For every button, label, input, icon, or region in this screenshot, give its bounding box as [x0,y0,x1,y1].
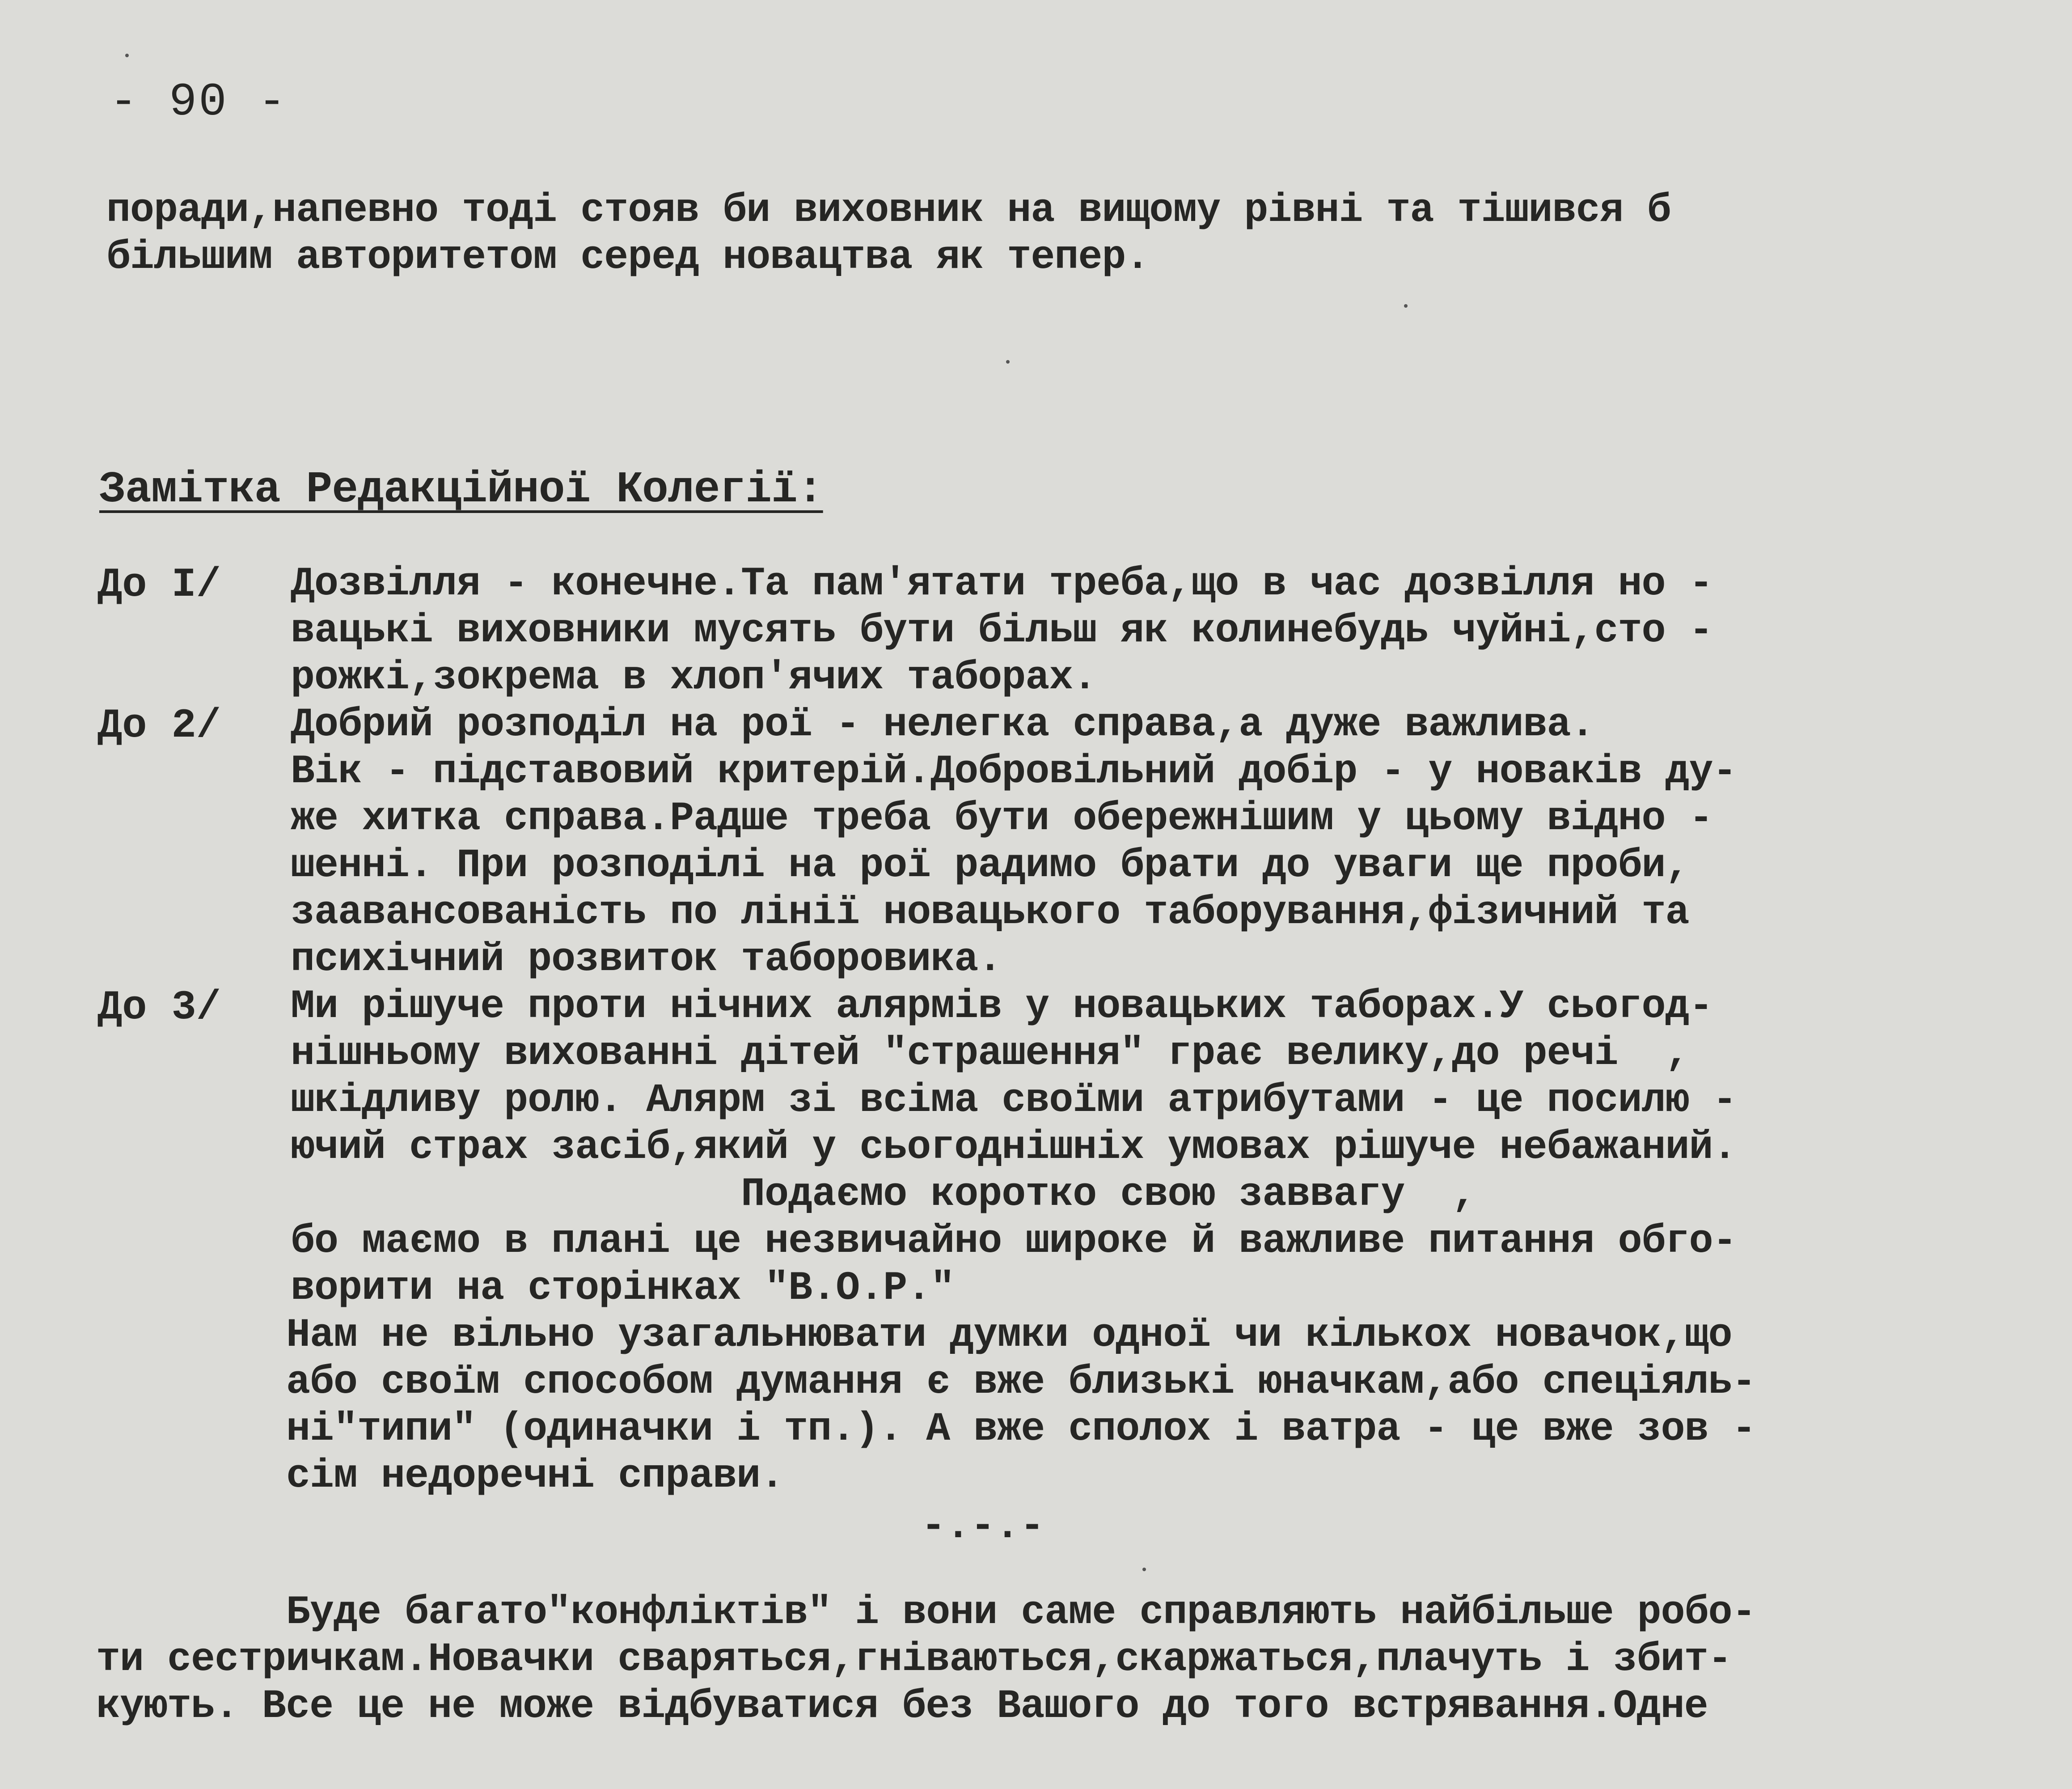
item-line: рожкі,зокрема в хлоп'ячих таборах. [291,655,1097,701]
item-line: Вік - підставовий критерій.Добровільний добір - у новаків ду- [291,749,1737,795]
item-line: психічний розвиток таборовика. [291,937,1002,983]
item-label: До 2/ [97,702,221,749]
item-label: До I/ [97,561,221,608]
section-separator: -.-.- [921,1503,1045,1550]
item-line: сім недоречні справи. [286,1454,784,1499]
item-line: Добрий розподіл на рої - нелегка справа,а дуже важлива. [291,702,1594,748]
intro-line: поради,напевно тоді стояв би виховник на вищому рівні та тішився б [106,188,1671,233]
item-line: же хитка справа.Радше треба бути обережнішим у цьому відно - [291,796,1713,842]
item-line: шенні. При розподілі на рої радимо брати до уваги ще проби, [291,843,1689,889]
scan-speck [1006,360,1010,364]
note-heading: Замітка Редакційної Колегії: [99,465,823,515]
item-line: Подаємо коротко свою заввагу , [291,1172,1476,1217]
item-line: ні"типи" (одиначки і тп.). А вже сполох і ватра - це вже зов - [286,1407,1756,1452]
intro-line: більшим авторитетом серед новацтва як тепер. [106,235,1150,280]
scan-speck [125,54,129,57]
scan-speck [1404,304,1408,308]
item-line: бо маємо в плані це незвичайно широке й важливе питання обго- [291,1219,1737,1264]
item-line: шкідливу ролю. Алярм зі всіма своїми атрибутами - це посилю - [291,1078,1737,1123]
item-line: Дозвілля - конечне.Та пам'ятати треба,що в час дозвілля но - [291,561,1713,607]
item-line: заавансованість по лінії новацького таборування,фізичний та [291,890,1689,936]
item-label: До 3/ [97,984,221,1031]
scan-speck [1142,1568,1146,1571]
item-line: або своїм способом думання є вже близькі юначкам,або спеціяль- [286,1360,1756,1405]
item-line: Ми рішуче проти нічних алярмів у новацьких таборах.У сьогод- [291,984,1713,1030]
closing-line: Буде багато"конфліктів" і вони саме справляють найбільше робо- [286,1590,1756,1636]
item-line: ючий страх засіб,який у сьогоднішніх умовах рішуче небажаний. [291,1125,1737,1170]
item-line: вацькі виховники мусять бути більш як колинебудь чуйні,сто - [291,608,1713,654]
closing-line: кують. Все це не може відбуватися без Вашого до того встрявання.Одне [96,1684,1708,1730]
page-number: - 90 - [110,76,288,129]
item-line: Нам не вільно узагальнювати думки одної чи кількох новачок,що [286,1313,1732,1358]
item-line: ворити на сторінках "В.О.Р." [291,1266,955,1311]
item-line: нішньому вихованні дітей "страшення" грає велику,до речі , [291,1031,1689,1077]
closing-line: ти сестричкам.Новачки сваряться,гніваються,скаржаться,плачуть і збит- [96,1637,1732,1683]
